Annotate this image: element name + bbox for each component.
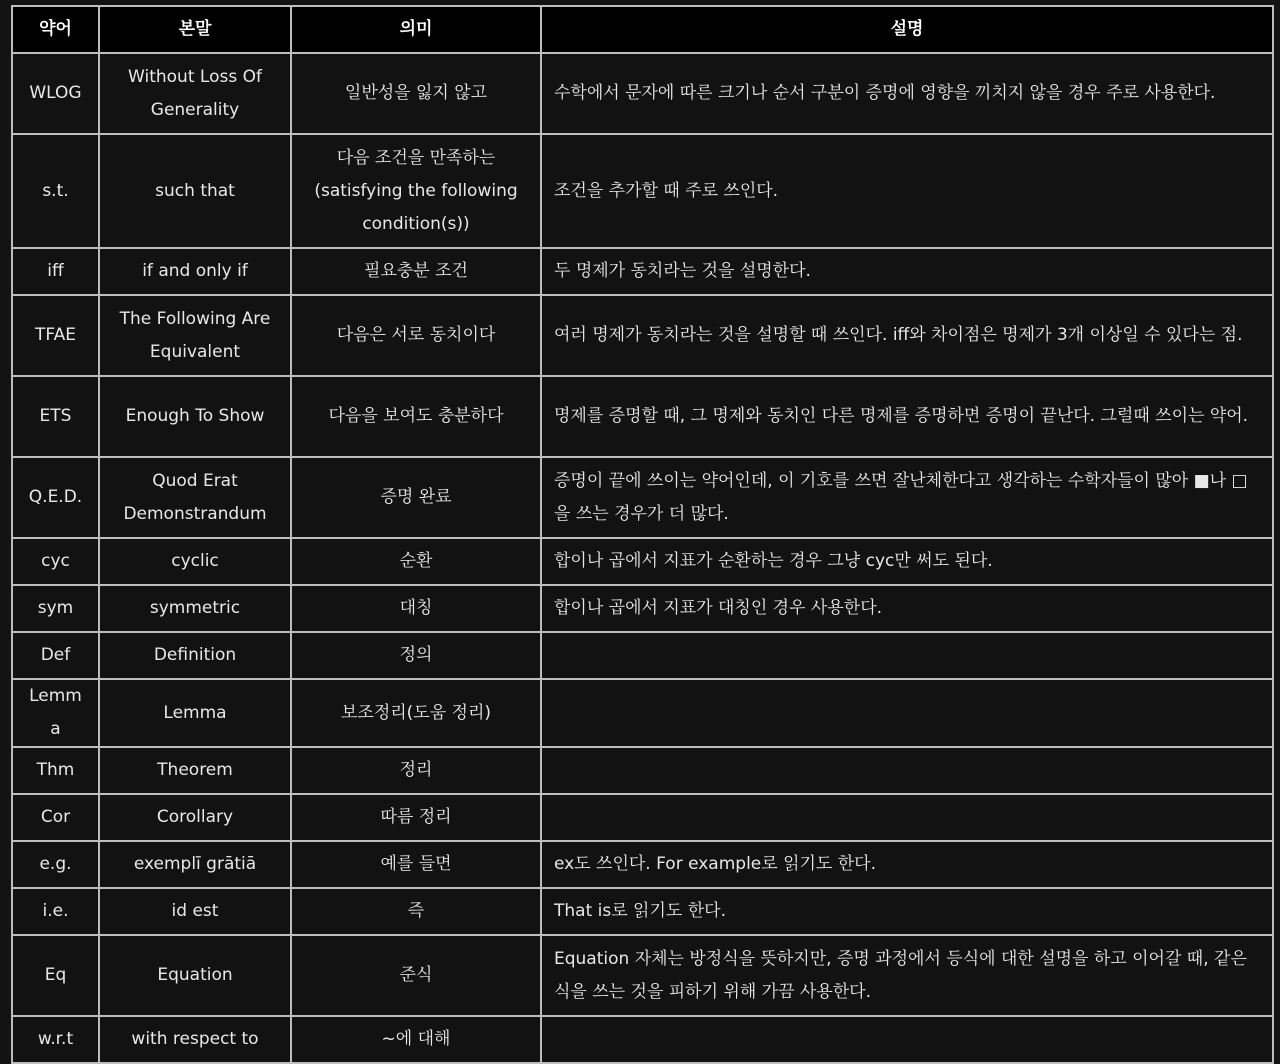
cell-abbr: sym (12, 585, 99, 632)
cell-abbr: s.t. (12, 134, 99, 248)
cell-desc: 합이나 곱에서 지표가 대칭인 경우 사용한다. (541, 585, 1273, 632)
cell-meaning: 필요충분 조건 (291, 248, 541, 295)
cell-abbr: Cor (12, 794, 99, 841)
table-row (12, 794, 1273, 841)
cell-desc: Equation 자체는 방정식을 뜻하지만, 증명 과정에서 등식에 대한 설명을 하고 이어갈 때, 같은 식을 쓰는 것을 피하기 위해 가끔 사용한다. (541, 935, 1273, 1016)
cell-meaning: 준식 (291, 935, 541, 1016)
table-row (12, 632, 1273, 679)
cell-meaning: 예를 들면 (291, 841, 541, 888)
cell-abbr: Q.E.D. (12, 457, 99, 538)
cell-full: id est (99, 888, 291, 935)
cell-abbr: i.e. (12, 888, 99, 935)
table-row (12, 747, 1273, 794)
cell-abbr: Thm (12, 747, 99, 794)
cell-desc: That is로 읽기도 한다. (541, 888, 1273, 935)
cell-meaning: ~에 대해 (291, 1016, 541, 1063)
table-row (12, 1016, 1273, 1063)
cell-desc: 조건을 추가할 때 주로 쓰인다. (541, 134, 1273, 248)
abbreviation-table (11, 5, 1274, 1064)
cell-desc: 두 명제가 동치라는 것을 설명한다. (541, 248, 1273, 295)
cell-meaning: 다음은 서로 동치이다 (291, 295, 541, 376)
table-row (12, 888, 1273, 935)
table-row (12, 457, 1273, 538)
cell-abbr: TFAE (12, 295, 99, 376)
cell-full: exemplī grātiā (99, 841, 291, 888)
cell-abbr: iff (12, 248, 99, 295)
abbreviation-table-container (11, 5, 1274, 1064)
cell-full: Lemma (99, 679, 291, 747)
cell-abbr: cyc (12, 538, 99, 585)
cell-full: The Following Are Equivalent (99, 295, 291, 376)
cell-abbr: e.g. (12, 841, 99, 888)
cell-full: Quod Erat Demonstrandum (99, 457, 291, 538)
cell-meaning: 따름 정리 (291, 794, 541, 841)
table-row (12, 134, 1273, 248)
cell-meaning: 순환 (291, 538, 541, 585)
table-row (12, 585, 1273, 632)
cell-full: Enough To Show (99, 376, 291, 457)
cell-desc (541, 632, 1273, 679)
header-full: 본말 (99, 6, 291, 53)
table-row (12, 538, 1273, 585)
cell-meaning: 정리 (291, 747, 541, 794)
cell-desc: 합이나 곱에서 지표가 순환하는 경우 그냥 cyc만 써도 된다. (541, 538, 1273, 585)
cell-full: Without Loss Of Generality (99, 53, 291, 134)
cell-full: Theorem (99, 747, 291, 794)
cell-desc (541, 747, 1273, 794)
cell-meaning: 다음 조건을 만족하는 (satisfying the following condition(s)) (291, 134, 541, 248)
cell-desc (541, 794, 1273, 841)
cell-desc (541, 1016, 1273, 1063)
table-row (12, 841, 1273, 888)
cell-meaning: 다음을 보여도 충분하다 (291, 376, 541, 457)
cell-meaning: 일반성을 잃지 않고 (291, 53, 541, 134)
table-row (12, 376, 1273, 457)
table-row (12, 53, 1273, 134)
cell-full: cyclic (99, 538, 291, 585)
table-row (12, 935, 1273, 1016)
cell-full: Corollary (99, 794, 291, 841)
cell-desc: 증명이 끝에 쓰이는 약어인데, 이 기호를 쓰면 잘난체한다고 생각하는 수학자들이 많아 ■나 □을 쓰는 경우가 더 많다. (541, 457, 1273, 538)
table-row (12, 295, 1273, 376)
cell-abbr: w.r.t (12, 1016, 99, 1063)
table-row (12, 679, 1273, 747)
cell-abbr: WLOG (12, 53, 99, 134)
cell-desc: ex도 쓰인다. For example로 읽기도 한다. (541, 841, 1273, 888)
cell-desc: 명제를 증명할 때, 그 명제와 동치인 다른 명제를 증명하면 증명이 끝난다. 그럴때 쓰이는 약어. (541, 376, 1273, 457)
cell-abbr: Lemma (12, 679, 99, 747)
header-abbr: 약어 (12, 6, 99, 53)
cell-meaning: 즉 (291, 888, 541, 935)
cell-meaning: 정의 (291, 632, 541, 679)
cell-full: such that (99, 134, 291, 248)
cell-desc (541, 679, 1273, 747)
cell-meaning: 대칭 (291, 585, 541, 632)
header-row (12, 6, 1273, 53)
cell-meaning: 보조정리(도움 정리) (291, 679, 541, 747)
header-desc: 설명 (541, 6, 1273, 53)
header-meaning: 의미 (291, 6, 541, 53)
cell-full: symmetric (99, 585, 291, 632)
cell-meaning: 증명 완료 (291, 457, 541, 538)
cell-full: Definition (99, 632, 291, 679)
cell-full: if and only if (99, 248, 291, 295)
cell-full: with respect to (99, 1016, 291, 1063)
cell-abbr: ETS (12, 376, 99, 457)
cell-abbr: Def (12, 632, 99, 679)
cell-full: Equation (99, 935, 291, 1016)
table-row (12, 248, 1273, 295)
cell-abbr: Eq (12, 935, 99, 1016)
cell-desc: 여러 명제가 동치라는 것을 설명할 때 쓰인다. iff와 차이점은 명제가 3개 이상일 수 있다는 점. (541, 295, 1273, 376)
cell-desc: 수학에서 문자에 따른 크기나 순서 구분이 증명에 영향을 끼치지 않을 경우 주로 사용한다. (541, 53, 1273, 134)
